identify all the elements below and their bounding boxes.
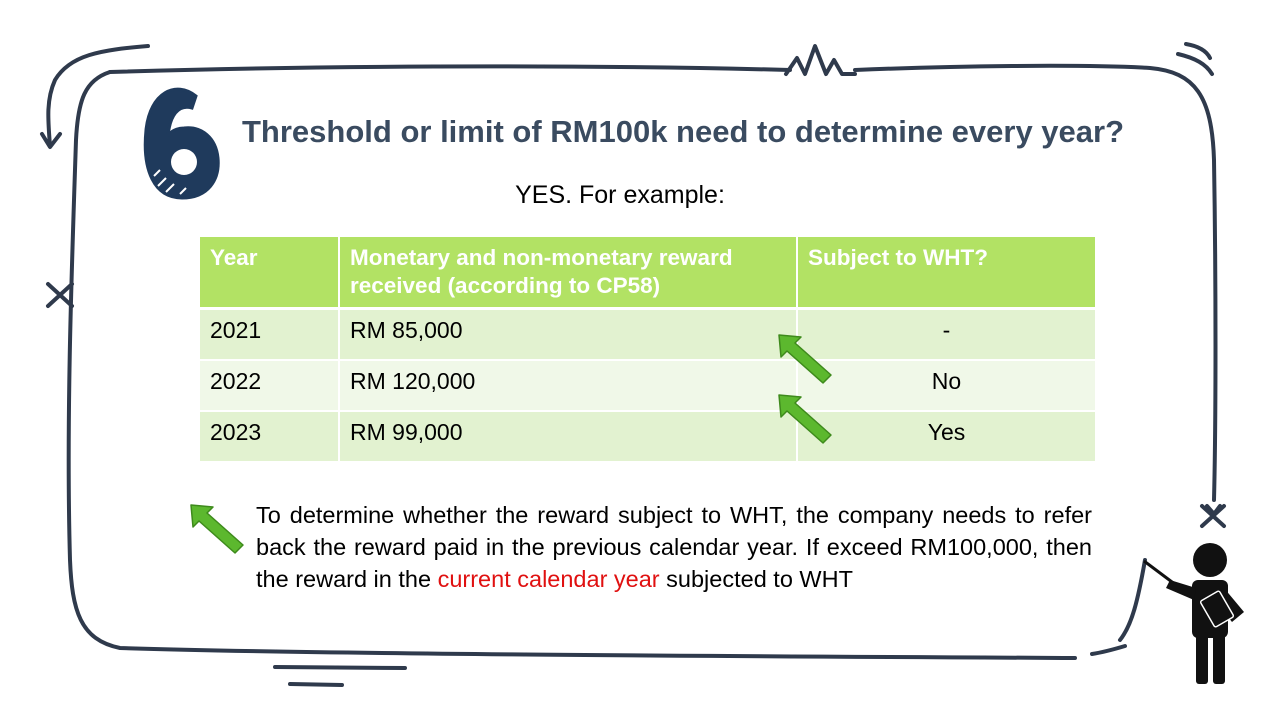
- table-header-row: [200, 237, 1096, 309]
- cell-reward: RM 99,000: [339, 411, 797, 462]
- slide-title: Threshold or limit of RM100k need to determine every year?: [242, 114, 1125, 149]
- cell-year: 2021: [200, 309, 339, 360]
- cell-wht: No: [797, 360, 1096, 411]
- note-text-before: To determine whether the reward subject to WHT, the company needs to refer back the reward paid in the previous calendar year. If exceed RM100,000, then the reward in the: [256, 502, 1092, 592]
- cell-year: 2023: [200, 411, 339, 462]
- wht-example-table: [200, 237, 1097, 463]
- note-highlight: current calendar year: [437, 566, 660, 592]
- slide-subtitle: YES. For example:: [515, 181, 725, 209]
- column-header-wht: Subject to WHT?: [797, 237, 1096, 309]
- table-row: [200, 360, 1096, 411]
- table-row: [200, 309, 1096, 360]
- cell-wht: -: [797, 309, 1096, 360]
- note-text-after: subjected to WHT: [659, 566, 853, 592]
- explanation-note: [256, 499, 1092, 595]
- cell-reward: RM 85,000: [339, 309, 797, 360]
- cell-year: 2022: [200, 360, 339, 411]
- table-row: [200, 411, 1096, 462]
- cell-wht: Yes: [797, 411, 1096, 462]
- column-header-reward: Monetary and non-monetary reward received (according to CP58): [339, 237, 797, 309]
- column-header-year: Year: [200, 237, 339, 309]
- cell-reward: RM 120,000: [339, 360, 797, 411]
